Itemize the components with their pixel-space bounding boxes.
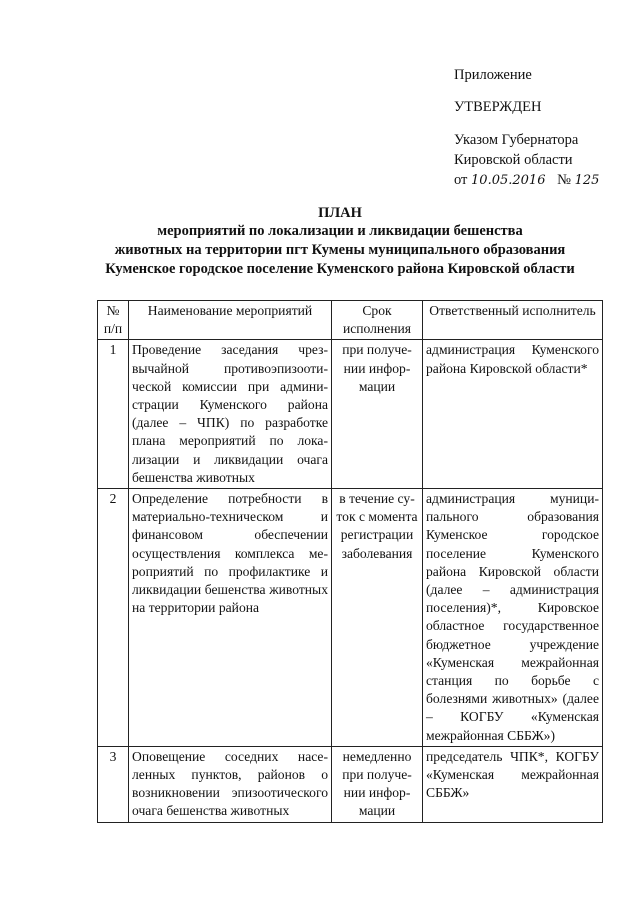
handwritten-number: 125 <box>574 173 600 188</box>
row-num: 1 <box>98 340 129 489</box>
approved-label: УТВЕРЖДЕН <box>454 99 542 115</box>
row-responsible: администрация Куменского района Кировской области* <box>423 340 603 489</box>
decree-line-1: Указом Губернатора <box>454 132 579 148</box>
header-responsible: Ответственный исполнитель <box>423 301 603 340</box>
table-row <box>98 489 603 747</box>
table-row <box>98 340 603 489</box>
handwritten-date: 10.05.2016 <box>471 173 546 188</box>
row-name: Определение потребности в материально-техническом и финансовом обеспечении осуществления комплекса мероприятий по профилактике и ликвидации бешенства животных на территории района <box>129 489 332 747</box>
header-term: Срок исполнения <box>332 301 423 340</box>
decree-line-2: Кировской области <box>454 152 573 168</box>
header-num: № п/п <box>98 301 129 340</box>
row-responsible: администрация муниципального образования Куменское городское поселение Куменского района Кировской области (далее – администрация поселения)*, Кировское областное государственное бюджетное учреждение «Куменская межрайонная станция по борьбе с болезнями животных» (далее – КОГБУ «Куменская межрайонная СББЖ») <box>423 489 603 747</box>
plan-subtitle-line-1: мероприятий по локализации и ликвидации бешенства <box>157 223 523 239</box>
appendix-label: Приложение <box>454 67 532 83</box>
number-prefix: № <box>557 172 571 188</box>
table-header-row <box>98 301 603 340</box>
row-term: при получении информации <box>332 340 423 489</box>
row-responsible: председатель ЧПК*, КОГБУ «Куменская межрайонная СББЖ» <box>423 746 603 822</box>
plan-table <box>97 300 603 823</box>
plan-title: ПЛАН <box>318 205 362 221</box>
row-name: Оповещение соседних населенных пунктов, районов о возникновении эпизоотического очага бешенства животных <box>129 746 332 822</box>
row-term: в течение суток с момента регистрации заболевания <box>332 489 423 747</box>
decree-date-line <box>454 170 599 191</box>
table-row <box>98 746 603 822</box>
row-term: немедленно при получении информации <box>332 746 423 822</box>
row-num: 3 <box>98 746 129 822</box>
date-prefix: от <box>454 172 468 188</box>
row-name: Проведение заседания чрезвычайной противоэпизоотической комиссии при администрации Куменского района (далее – ЧПК) по разработке плана мероприятий по локализации и ликвидации очага бешенства животных <box>129 340 332 489</box>
header-name: Наименование мероприятий <box>129 301 332 340</box>
plan-subtitle-line-3: Куменское городское поселение Куменского района Кировской области <box>105 261 575 277</box>
row-num: 2 <box>98 489 129 747</box>
plan-subtitle-line-2: животных на территории пгт Кумены муниципального образования <box>114 242 566 258</box>
